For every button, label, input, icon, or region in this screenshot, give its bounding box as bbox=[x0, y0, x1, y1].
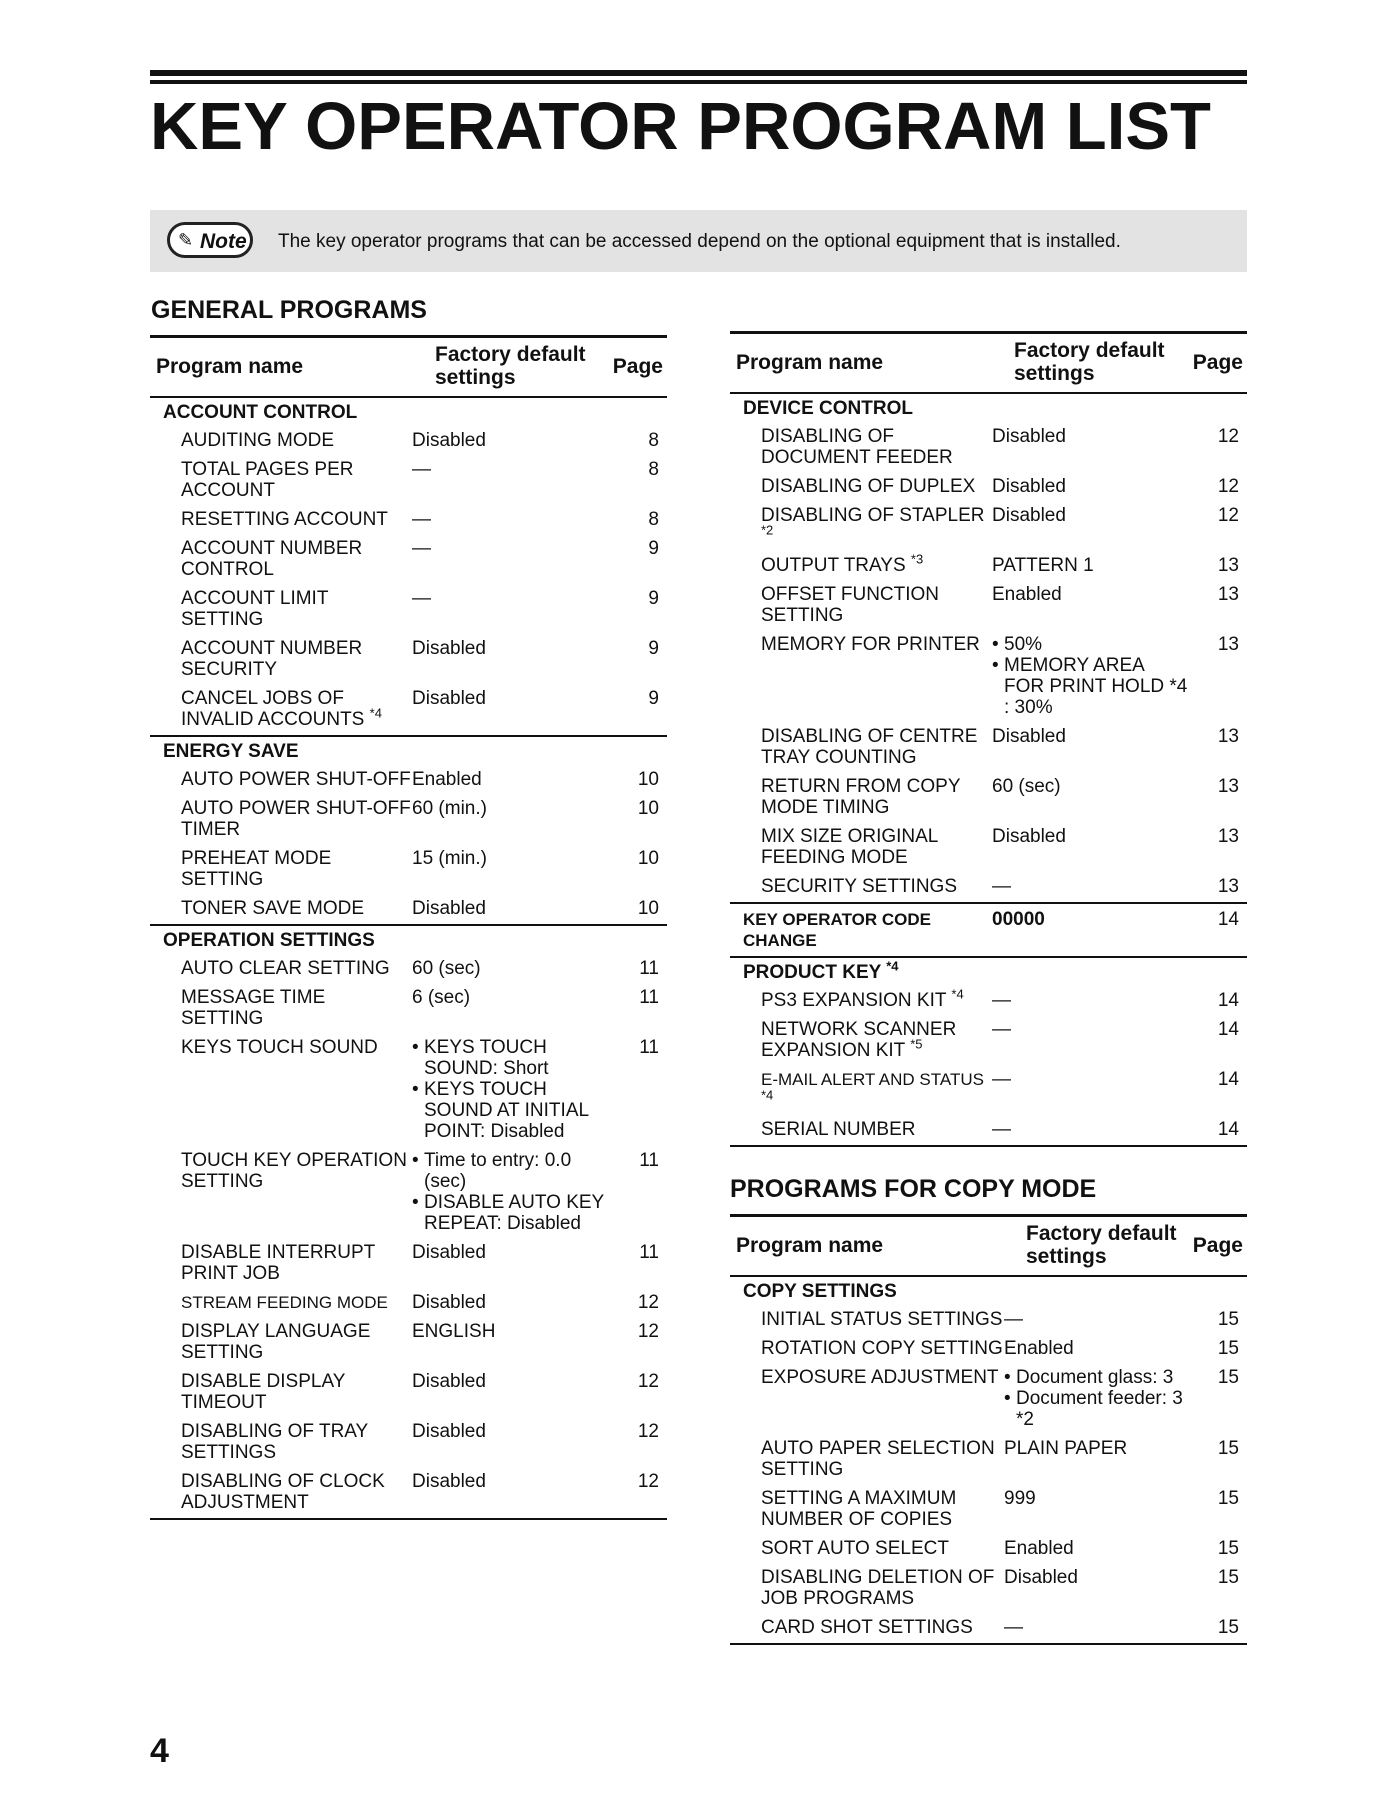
program-name bbox=[150, 538, 412, 580]
program-group bbox=[150, 926, 667, 1520]
bullet-icon: • bbox=[1004, 1388, 1011, 1409]
program-name-text: SETTING A MAXIMUM NUMBER OF COPIES bbox=[761, 1488, 957, 1530]
program-name bbox=[150, 848, 412, 890]
program-name-text: AUTO POWER SHUT-OFF bbox=[181, 769, 411, 790]
program-name bbox=[730, 426, 992, 468]
table-row bbox=[730, 1364, 1247, 1435]
program-group bbox=[730, 958, 1247, 1147]
general-programs-table-left bbox=[150, 335, 667, 1520]
default-value bbox=[412, 1037, 609, 1142]
note-badge bbox=[167, 222, 253, 258]
page-ref: 9 bbox=[648, 538, 659, 559]
page-ref: 15 bbox=[1217, 1617, 1239, 1638]
default-value: Disabled bbox=[992, 476, 1066, 497]
page-ref: 13 bbox=[1217, 555, 1239, 576]
general-programs-heading: GENERAL PROGRAMS bbox=[151, 296, 427, 324]
table-header bbox=[150, 335, 667, 398]
bullet-text: Time to entry: 0.0 (sec) bbox=[424, 1150, 572, 1192]
default-value: 999 bbox=[1004, 1488, 1036, 1509]
page-ref: 10 bbox=[637, 798, 659, 819]
header-program-name: Program name bbox=[736, 351, 884, 374]
table-row bbox=[150, 1468, 667, 1518]
program-name bbox=[150, 588, 412, 630]
default-value: — bbox=[412, 459, 431, 480]
default-value bbox=[992, 634, 1189, 718]
program-name-text: MESSAGE TIME SETTING bbox=[181, 987, 326, 1029]
page-ref: 10 bbox=[637, 848, 659, 869]
page-ref: 15 bbox=[1217, 1309, 1239, 1330]
default-value: — bbox=[412, 538, 431, 559]
program-name bbox=[150, 430, 412, 451]
program-name bbox=[730, 584, 992, 626]
page-ref: 8 bbox=[648, 509, 659, 530]
group-title bbox=[730, 958, 1247, 987]
page-ref: 9 bbox=[648, 688, 659, 709]
bullet-item bbox=[412, 1192, 609, 1234]
table-row bbox=[150, 427, 667, 456]
bullet-icon: • bbox=[412, 1150, 419, 1171]
top-rule bbox=[150, 70, 1247, 76]
table-row bbox=[730, 823, 1247, 873]
program-name bbox=[150, 898, 412, 919]
table-row bbox=[150, 635, 667, 685]
program-name-text: DISABLING OF CLOCK ADJUSTMENT bbox=[181, 1471, 385, 1513]
program-name bbox=[730, 1367, 1004, 1430]
program-name-text: OFFSET FUNCTION SETTING bbox=[761, 584, 940, 626]
bullet-icon: • bbox=[412, 1037, 419, 1058]
table-row bbox=[730, 631, 1247, 723]
bullet-text: MEMORY AREA FOR PRINT HOLD *4 : 30% bbox=[1004, 655, 1188, 718]
page-ref: 12 bbox=[1217, 476, 1239, 497]
default-value bbox=[1004, 1367, 1189, 1430]
general-programs-table-right bbox=[730, 331, 1247, 1645]
table-row bbox=[150, 1034, 667, 1147]
bullet-text: Document feeder: 3 *2 bbox=[1016, 1388, 1183, 1430]
top-rule-thin bbox=[150, 80, 1247, 84]
page-ref: 14 bbox=[1217, 1119, 1239, 1140]
default-value: — bbox=[992, 990, 1011, 1011]
default-value: — bbox=[992, 876, 1011, 897]
program-name bbox=[150, 769, 412, 790]
default-value bbox=[412, 1150, 609, 1234]
table-row bbox=[150, 1368, 667, 1418]
default-value: — bbox=[1004, 1617, 1023, 1638]
page-ref: 15 bbox=[1217, 1538, 1239, 1559]
bullet-item bbox=[1004, 1388, 1189, 1430]
program-name bbox=[730, 1567, 1004, 1609]
bullet-item bbox=[412, 1079, 609, 1142]
table-row bbox=[730, 1435, 1247, 1485]
program-name-text: DISABLING OF TRAY SETTINGS bbox=[181, 1421, 368, 1463]
program-name bbox=[150, 1150, 412, 1234]
program-name bbox=[150, 1292, 412, 1313]
default-value: Disabled bbox=[412, 688, 486, 709]
page-title: KEY OPERATOR PROGRAM LIST bbox=[150, 89, 1211, 164]
page-ref: 13 bbox=[1217, 876, 1239, 897]
program-name-text: DISABLE DISPLAY TIMEOUT bbox=[181, 1371, 346, 1413]
program-name-text: CARD SHOT SETTINGS bbox=[761, 1617, 973, 1638]
program-name-text: CANCEL JOBS OF INVALID ACCOUNTS bbox=[181, 688, 365, 730]
default-value: 6 (sec) bbox=[412, 987, 471, 1008]
default-value: 15 (min.) bbox=[412, 848, 487, 869]
header-factory-default: Factory default settings bbox=[1026, 1222, 1177, 1268]
program-name bbox=[150, 987, 412, 1029]
footnote-ref: *4 bbox=[761, 1087, 774, 1103]
default-value: Disabled bbox=[1004, 1567, 1078, 1588]
group-title: OPERATION SETTINGS bbox=[163, 930, 375, 951]
table-body bbox=[730, 394, 1247, 904]
program-name bbox=[730, 826, 992, 868]
program-name-text: EXPOSURE ADJUSTMENT bbox=[761, 1367, 999, 1388]
page-ref: 10 bbox=[637, 769, 659, 790]
group-title-text: PRODUCT KEY bbox=[743, 962, 881, 983]
program-name bbox=[730, 1309, 1004, 1330]
program-name bbox=[730, 1538, 1004, 1559]
program-name bbox=[150, 798, 412, 840]
table-row bbox=[150, 1318, 667, 1368]
default-value: — bbox=[992, 1119, 1011, 1140]
program-name-text: ACCOUNT NUMBER CONTROL bbox=[181, 538, 363, 580]
header-page: Page bbox=[1192, 351, 1243, 374]
table-row bbox=[150, 685, 667, 735]
footnote-ref: *4 bbox=[369, 705, 382, 721]
page-ref: 14 bbox=[1217, 990, 1239, 1011]
page-ref: 13 bbox=[1217, 726, 1239, 747]
table-row bbox=[730, 873, 1247, 902]
page-ref: 9 bbox=[648, 588, 659, 609]
program-name bbox=[730, 476, 992, 497]
page-ref: 14 bbox=[1217, 909, 1239, 930]
note-label: Note bbox=[200, 230, 247, 253]
footnote-ref: *5 bbox=[910, 1036, 923, 1052]
program-name-text: SORT AUTO SELECT bbox=[761, 1538, 949, 1559]
page-ref: 13 bbox=[1217, 634, 1239, 655]
default-value: PLAIN PAPER bbox=[1004, 1438, 1128, 1459]
default-value: Disabled bbox=[412, 1242, 486, 1263]
default-value: — bbox=[412, 509, 431, 530]
default-value: — bbox=[1004, 1309, 1023, 1330]
footnote-ref: *3 bbox=[910, 551, 924, 567]
program-name-text: ACCOUNT LIMIT SETTING bbox=[181, 588, 329, 630]
table-row bbox=[150, 1147, 667, 1239]
page-ref: 10 bbox=[637, 898, 659, 919]
table-row bbox=[730, 1564, 1247, 1614]
page-ref: 11 bbox=[639, 1150, 659, 1171]
default-value: Disabled bbox=[992, 505, 1066, 526]
key-operator-code-row bbox=[730, 904, 1247, 958]
bullet-icon: • bbox=[992, 655, 999, 676]
program-name-text: TOTAL PAGES PER ACCOUNT bbox=[181, 459, 354, 501]
program-name-text: MEMORY FOR PRINTER bbox=[761, 634, 980, 655]
table-row bbox=[150, 955, 667, 984]
default-value: Disabled bbox=[412, 1371, 486, 1392]
page-ref: 14 bbox=[1217, 1069, 1239, 1090]
page-ref: 15 bbox=[1217, 1338, 1239, 1359]
default-value: Disabled bbox=[412, 638, 486, 659]
page-ref: 12 bbox=[637, 1371, 659, 1392]
table-row bbox=[730, 502, 1247, 552]
table-row bbox=[730, 773, 1247, 823]
bullet-text: KEYS TOUCH SOUND AT INITIAL POINT: Disabled bbox=[424, 1079, 589, 1142]
table-row bbox=[730, 1016, 1247, 1066]
default-value: Disabled bbox=[412, 1421, 486, 1442]
default-value: Disabled bbox=[412, 898, 486, 919]
program-name-text: RESETTING ACCOUNT bbox=[181, 509, 388, 530]
default-value: Enabled bbox=[1004, 1338, 1074, 1359]
program-name bbox=[150, 1471, 412, 1513]
page-ref: 9 bbox=[648, 638, 659, 659]
program-name-text: DISABLING DELETION OF JOB PROGRAMS bbox=[761, 1567, 995, 1609]
program-name-text: SERIAL NUMBER bbox=[761, 1119, 916, 1140]
default-value: Enabled bbox=[412, 769, 482, 790]
page-ref: 12 bbox=[637, 1471, 659, 1492]
product-key-group bbox=[730, 958, 1247, 1147]
bullet-text: DISABLE AUTO KEY REPEAT: Disabled bbox=[424, 1192, 604, 1234]
default-value: Enabled bbox=[992, 584, 1062, 605]
program-name bbox=[150, 509, 412, 530]
table-header bbox=[730, 331, 1247, 394]
bullet-text: KEYS TOUCH SOUND: Short bbox=[424, 1037, 549, 1079]
program-name bbox=[150, 1421, 412, 1463]
page-ref: 15 bbox=[1217, 1488, 1239, 1509]
default-value: Disabled bbox=[992, 426, 1066, 447]
program-name: KEY OPERATOR CODE CHANGE bbox=[743, 910, 931, 950]
bullet-icon: • bbox=[412, 1079, 419, 1100]
default-value: — bbox=[992, 1019, 1011, 1040]
table-row bbox=[150, 984, 667, 1034]
table-row bbox=[150, 845, 667, 895]
page-ref: 12 bbox=[637, 1321, 659, 1342]
page-ref: 15 bbox=[1217, 1567, 1239, 1588]
pencil-icon: ✎ bbox=[178, 230, 194, 250]
program-name-text: E-MAIL ALERT AND STATUS bbox=[761, 1070, 984, 1089]
table-row bbox=[730, 552, 1247, 581]
bullet-item bbox=[992, 655, 1189, 718]
program-name-text: PREHEAT MODE SETTING bbox=[181, 848, 332, 890]
program-name bbox=[150, 1371, 412, 1413]
default-value: Disabled bbox=[992, 726, 1066, 747]
bullet-item bbox=[412, 1150, 609, 1192]
default-value: 60 (sec) bbox=[412, 958, 481, 979]
bullet-item bbox=[1004, 1367, 1189, 1388]
program-name-text: OUTPUT TRAYS bbox=[761, 555, 906, 576]
default-value: Disabled bbox=[992, 826, 1066, 847]
bullet-text: 50% bbox=[1004, 634, 1043, 655]
page-ref: 14 bbox=[1217, 1019, 1239, 1040]
page-number: 4 bbox=[150, 1732, 169, 1770]
page-ref: 11 bbox=[639, 1037, 659, 1058]
table-row bbox=[730, 1066, 1247, 1116]
header-program-name: Program name bbox=[736, 1234, 884, 1257]
table-row bbox=[150, 535, 667, 585]
table-row bbox=[730, 723, 1247, 773]
default-value: Disabled bbox=[412, 1471, 486, 1492]
program-name-text: TOUCH KEY OPERATION SETTING bbox=[181, 1150, 407, 1192]
program-name-text: ACCOUNT NUMBER SECURITY bbox=[181, 638, 363, 680]
table-row bbox=[730, 1614, 1247, 1643]
program-name bbox=[150, 688, 412, 730]
table-row bbox=[730, 581, 1247, 631]
footnote-ref: *4 bbox=[886, 958, 899, 974]
program-name bbox=[730, 1438, 1004, 1480]
program-name-text: RETURN FROM COPY MODE TIMING bbox=[761, 776, 961, 818]
page-ref: 15 bbox=[1217, 1438, 1239, 1459]
table-row bbox=[730, 1306, 1247, 1335]
program-name bbox=[150, 1321, 412, 1363]
header-page: Page bbox=[1192, 1234, 1243, 1257]
bullet-text: Document glass: 3 bbox=[1016, 1367, 1174, 1388]
page-ref: 11 bbox=[639, 958, 659, 979]
program-name-text: STREAM FEEDING MODE bbox=[181, 1293, 388, 1312]
table-body bbox=[150, 398, 667, 1520]
default-value: 60 (min.) bbox=[412, 798, 487, 819]
program-name-text: DISABLING OF CENTRE TRAY COUNTING bbox=[761, 726, 978, 768]
program-name bbox=[730, 1019, 992, 1061]
default-value: — bbox=[992, 1069, 1011, 1090]
default-value: Enabled bbox=[1004, 1538, 1074, 1559]
table-row bbox=[730, 904, 1247, 956]
program-name bbox=[730, 1069, 992, 1111]
page-ref: 13 bbox=[1217, 826, 1239, 847]
footnote-ref: *4 bbox=[951, 986, 964, 1002]
header-factory-default: Factory default settings bbox=[435, 343, 586, 389]
group-title: COPY SETTINGS bbox=[743, 1281, 897, 1302]
group-title: ENERGY SAVE bbox=[163, 741, 299, 762]
table-row bbox=[730, 1485, 1247, 1535]
program-name bbox=[730, 876, 992, 897]
page-ref: 12 bbox=[1217, 426, 1239, 447]
page-ref: 8 bbox=[648, 459, 659, 480]
header-program-name: Program name bbox=[156, 355, 304, 378]
program-name bbox=[730, 1119, 992, 1140]
program-name-text: INITIAL STATUS SETTINGS bbox=[761, 1309, 1003, 1330]
copy-mode-heading: PROGRAMS FOR COPY MODE bbox=[730, 1175, 1097, 1203]
bullet-icon: • bbox=[1004, 1367, 1011, 1388]
program-name-text: MIX SIZE ORIGINAL FEEDING MODE bbox=[761, 826, 938, 868]
program-name bbox=[150, 1242, 412, 1284]
page-ref: 13 bbox=[1217, 776, 1239, 797]
page-ref: 12 bbox=[637, 1292, 659, 1313]
table-row bbox=[150, 506, 667, 535]
default-value: Disabled bbox=[412, 1292, 486, 1313]
program-name-text: TONER SAVE MODE bbox=[181, 898, 364, 919]
program-name bbox=[730, 1488, 1004, 1530]
program-name bbox=[150, 459, 412, 501]
program-name bbox=[150, 1037, 412, 1142]
page-ref: 12 bbox=[637, 1421, 659, 1442]
program-name bbox=[730, 505, 992, 547]
program-name-text: AUTO PAPER SELECTION SETTING bbox=[761, 1438, 995, 1480]
program-name-text: KEYS TOUCH SOUND bbox=[181, 1037, 378, 1058]
default-value: 60 (sec) bbox=[992, 776, 1061, 797]
group-title: DEVICE CONTROL bbox=[743, 398, 913, 419]
bullet-item bbox=[992, 634, 1189, 655]
program-name bbox=[730, 634, 992, 718]
program-name-text: DISABLING OF STAPLER bbox=[761, 505, 985, 526]
page-ref: 13 bbox=[1217, 584, 1239, 605]
program-name-text: DISABLING OF DOCUMENT FEEDER bbox=[761, 426, 953, 468]
program-group bbox=[150, 737, 667, 926]
page-ref: 11 bbox=[639, 1242, 659, 1263]
program-name-text: PS3 EXPANSION KIT bbox=[761, 990, 947, 1011]
footnote-ref: *2 bbox=[761, 522, 774, 538]
table-row bbox=[150, 1289, 667, 1318]
table-row bbox=[150, 895, 667, 924]
bullet-item bbox=[412, 1037, 609, 1079]
program-name-text: ROTATION COPY SETTING bbox=[761, 1338, 1003, 1359]
program-name bbox=[730, 726, 992, 768]
table-row bbox=[150, 795, 667, 845]
program-group bbox=[730, 394, 1247, 904]
program-group bbox=[150, 398, 667, 737]
default-value: PATTERN 1 bbox=[992, 555, 1094, 576]
program-name-text: AUDITING MODE bbox=[181, 430, 335, 451]
default-value: ENGLISH bbox=[412, 1321, 496, 1342]
program-name-text: NETWORK SCANNER EXPANSION KIT bbox=[761, 1019, 957, 1061]
table-row bbox=[150, 766, 667, 795]
copy-table-body bbox=[730, 1277, 1247, 1645]
table-row bbox=[150, 585, 667, 635]
program-name-text: DISABLING OF DUPLEX bbox=[761, 476, 976, 497]
bullet-icon: • bbox=[412, 1192, 419, 1213]
program-name-text: DISPLAY LANGUAGE SETTING bbox=[181, 1321, 371, 1363]
program-name bbox=[150, 958, 412, 979]
table-row bbox=[150, 1239, 667, 1289]
page-ref: 15 bbox=[1217, 1367, 1239, 1388]
default-value: Disabled bbox=[412, 430, 486, 451]
default-value: 00000 bbox=[992, 909, 1045, 930]
copy-table-header bbox=[730, 1214, 1247, 1277]
program-name bbox=[730, 776, 992, 818]
program-name-text: SECURITY SETTINGS bbox=[761, 876, 958, 897]
program-name-text: AUTO POWER SHUT-OFF TIMER bbox=[181, 798, 411, 840]
table-row bbox=[730, 1535, 1247, 1564]
table-row bbox=[730, 423, 1247, 473]
page-ref: 12 bbox=[1217, 505, 1239, 526]
group-title: ACCOUNT CONTROL bbox=[163, 402, 358, 423]
program-name bbox=[730, 986, 992, 1011]
table-row bbox=[150, 456, 667, 506]
default-value: — bbox=[412, 588, 431, 609]
program-name bbox=[730, 1338, 1004, 1359]
program-name-text: DISABLE INTERRUPT PRINT JOB bbox=[181, 1242, 375, 1284]
note-text: The key operator programs that can be accessed depend on the optional equipment that is installed. bbox=[278, 231, 1121, 252]
table-row bbox=[730, 1116, 1247, 1145]
table-row bbox=[150, 1418, 667, 1468]
table-row bbox=[730, 1335, 1247, 1364]
header-page: Page bbox=[612, 355, 663, 378]
program-group bbox=[730, 1277, 1247, 1645]
program-name bbox=[150, 638, 412, 680]
program-name bbox=[730, 1617, 1004, 1638]
note-box bbox=[150, 210, 1247, 272]
table-row bbox=[730, 987, 1247, 1016]
program-name-text: AUTO CLEAR SETTING bbox=[181, 958, 390, 979]
page-ref: 11 bbox=[639, 987, 659, 1008]
program-name bbox=[730, 551, 992, 576]
header-factory-default: Factory default settings bbox=[1014, 339, 1165, 385]
table-row bbox=[730, 473, 1247, 502]
page-ref: 8 bbox=[648, 430, 659, 451]
bullet-icon: • bbox=[992, 634, 999, 655]
